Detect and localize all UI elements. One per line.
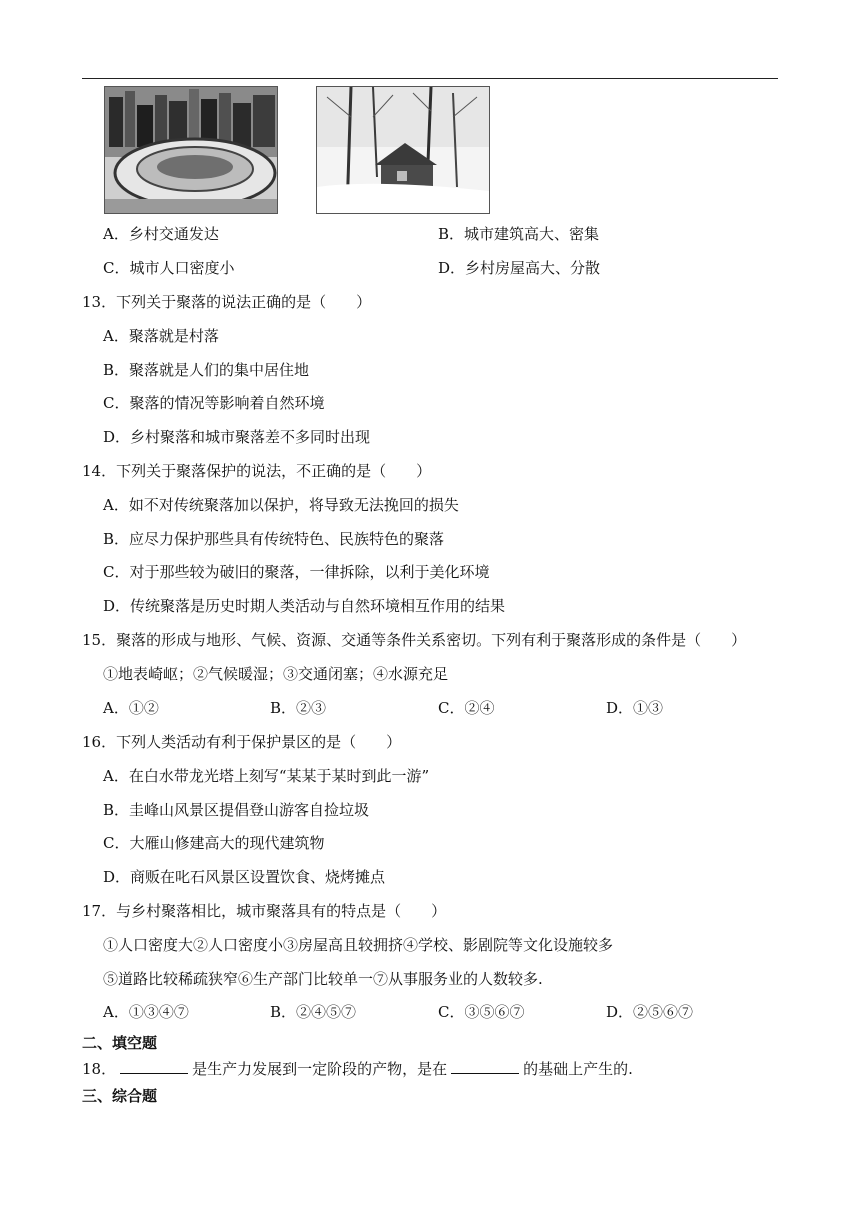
- q15-stem: 15．聚落的形成与地形、气候、资源、交通等条件关系密切。下列有利于聚落形成的条件是（ ）: [82, 631, 747, 649]
- q12-option-b: B．城市建筑高大、密集: [438, 225, 600, 243]
- q18-text-1: 是生产力发展到一定阶段的产物，是在: [192, 1060, 448, 1078]
- header-rule: [82, 78, 778, 79]
- q17-option-b: B．②④⑤⑦: [270, 1003, 357, 1021]
- snowy-village-photo: [316, 86, 490, 214]
- q16-option-b: B．圭峰山风景区提倡登山游客自捡垃圾: [103, 801, 370, 819]
- q12-option-d: D．乡村房屋高大、分散: [438, 259, 601, 277]
- q14-stem: 14．下列关于聚落保护的说法，不正确的是（ ）: [82, 462, 432, 480]
- q15-option-d: D．①③: [606, 699, 664, 717]
- q17-items-line2: ⑤道路比较稀疏狭窄⑥生产部门比较单一⑦从事服务业的人数较多.: [103, 970, 543, 988]
- q16-option-a: A．在白水带龙光塔上刻写“某某于某时到此一游”: [103, 767, 430, 785]
- q13-option-d: D．乡村聚落和城市聚落差不多同时出现: [103, 428, 371, 446]
- q17-items-line1: ①人口密度大②人口密度小③房屋高且较拥挤④学校、影剧院等文化设施较多: [103, 936, 614, 954]
- q18-line: [82, 1059, 633, 1079]
- q13-stem: 13．下列关于聚落的说法正确的是（ ）: [82, 293, 372, 311]
- q14-option-a: A．如不对传统聚落加以保护，将导致无法挽回的损失: [103, 496, 459, 514]
- q17-stem: 17．与乡村聚落相比，城市聚落具有的特点是（ ）: [82, 902, 447, 920]
- q18-text-2: 的基础上产生的.: [523, 1060, 633, 1078]
- q15-option-c: C．②④: [438, 699, 495, 717]
- section-fill-in-heading: 二、填空题: [82, 1034, 158, 1052]
- q14-option-b: B．应尽力保护那些具有传统特色、民族特色的聚落: [103, 530, 445, 548]
- q15-option-b: B．②③: [270, 699, 327, 717]
- q17-option-c: C．③⑤⑥⑦: [438, 1003, 525, 1021]
- q15-items: ①地表崎岖；②气候暖湿；③交通闭塞；④水源充足: [103, 665, 449, 683]
- q18-blank-1[interactable]: [120, 1059, 188, 1074]
- q16-stem: 16．下列人类活动有利于保护景区的是（ ）: [82, 733, 402, 751]
- q13-option-a: A．聚落就是村落: [103, 327, 219, 345]
- stadium-city-photo: [104, 86, 278, 214]
- q13-option-c: C．聚落的情况等影响着自然环境: [103, 394, 325, 412]
- q14-option-d: D．传统聚落是历史时期人类活动与自然环境相互作用的结果: [103, 597, 506, 615]
- q17-option-d: D．②⑤⑥⑦: [606, 1003, 694, 1021]
- q16-option-c: C．大雁山修建高大的现代建筑物: [103, 834, 325, 852]
- q18-blank-2[interactable]: [451, 1059, 519, 1074]
- q13-option-b: B．聚落就是人们的集中居住地: [103, 361, 310, 379]
- q17-option-a: A．①③④⑦: [103, 1003, 189, 1021]
- q16-option-d: D．商贩在叱石风景区设置饮食、烧烤摊点: [103, 868, 386, 886]
- q14-option-c: C．对于那些较为破旧的聚落，一律拆除，以利于美化环境: [103, 563, 490, 581]
- q18-number: 18．: [82, 1060, 117, 1078]
- q15-option-a: A．①②: [103, 699, 159, 717]
- section-comprehensive-heading: 三、综合题: [82, 1087, 158, 1105]
- q12-option-c: C．城市人口密度小: [103, 259, 235, 277]
- q12-option-a: A．乡村交通发达: [103, 225, 219, 243]
